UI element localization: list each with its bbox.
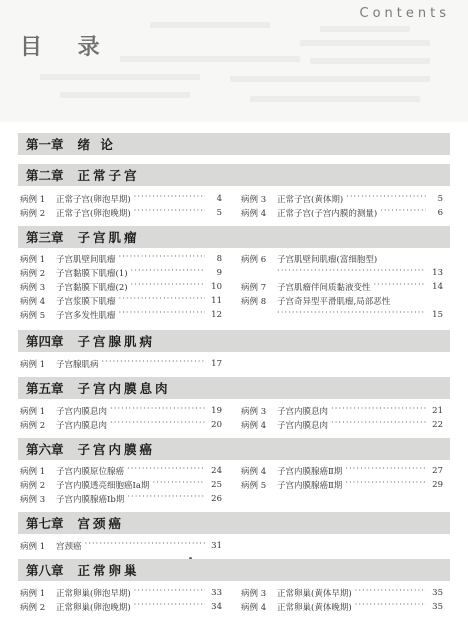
toc-entry[interactable] (20, 479, 222, 491)
ghost-line (320, 26, 410, 32)
page-number: 4 (216, 194, 222, 204)
entry-title: 正常子宫(黄体期) (277, 195, 344, 205)
page-number: 5 (437, 194, 443, 204)
entry-title: 子宫内膜息肉 (277, 407, 329, 417)
case-number: 病例 3 (241, 589, 267, 599)
dot-leader (374, 281, 426, 293)
case-number: 病例 6 (241, 255, 267, 265)
chapter-3-header[interactable] (18, 226, 450, 248)
chapter-label: 第六章 (26, 442, 64, 457)
dot-leader (345, 479, 426, 491)
toc-entry[interactable] (241, 295, 443, 307)
entry-title: 子宫多发性肌瘤 (56, 311, 116, 321)
case-number: 病例 2 (20, 209, 46, 219)
entry-title: 子宫内膜原位腺癌 (56, 467, 125, 477)
page-number: 33 (211, 588, 222, 598)
ghost-line (40, 74, 200, 80)
case-number: 病例 1 (20, 542, 46, 552)
page-number: 35 (432, 588, 443, 598)
chapter-title: 正常卵巢 (77, 563, 140, 578)
toc-entry[interactable] (241, 479, 443, 491)
chapter-title: 子宫内膜癌 (77, 442, 156, 457)
page-number: 9 (216, 268, 222, 278)
toc-entry[interactable] (241, 465, 443, 477)
chapter-label: 第五章 (26, 381, 64, 396)
toc-entry[interactable] (20, 493, 222, 505)
entry-title: 子宫内膜腺癌Ⅱ期 (277, 481, 343, 491)
dot-leader (127, 465, 205, 477)
entry-title: 子宫腺肌病 (56, 360, 99, 370)
chapter-title: 宫颈癌 (77, 516, 125, 531)
toc-entry[interactable] (20, 207, 222, 219)
dot-leader (134, 193, 205, 205)
dot-leader (380, 207, 426, 219)
page-number: 24 (211, 466, 222, 476)
case-number: 病例 1 (20, 255, 46, 265)
page-number: 5 (216, 208, 222, 218)
chapter-6-header[interactable] (18, 438, 450, 460)
chapter-label: 第七章 (26, 516, 64, 531)
entry-title: 子宫黏膜下肌瘤(1) (56, 269, 128, 279)
case-number: 病例 3 (241, 407, 267, 417)
toc-entry[interactable] (20, 587, 222, 599)
toc-entry[interactable] (241, 281, 443, 293)
toc-entry[interactable] (20, 465, 222, 477)
toc-entry[interactable] (20, 419, 222, 431)
page-number: 8 (216, 254, 222, 264)
dot-leader (131, 267, 205, 279)
chapter-title: 子宫腺肌病 (77, 334, 156, 349)
chapter-title: 正常子宫 (77, 168, 140, 183)
toc-entry[interactable] (20, 405, 222, 417)
chapter-1-header[interactable] (18, 133, 450, 155)
case-number: 病例 2 (20, 269, 46, 279)
case-number: 病例 4 (20, 297, 46, 307)
dot-leader (355, 601, 426, 613)
toc-entry[interactable] (20, 309, 222, 321)
entry-title: 正常卵巢(卵泡早期) (56, 589, 131, 599)
toc-entry-continuation[interactable] (277, 309, 443, 321)
chapter-label: 第二章 (26, 168, 64, 183)
entry-title: 正常卵巢(卵泡晚期) (56, 603, 131, 613)
page-number: 20 (211, 420, 222, 430)
chapter-title: 绪 论 (77, 137, 116, 152)
case-number: 病例 4 (241, 467, 267, 477)
case-number: 病例 8 (241, 297, 267, 307)
entry-title: 子宫浆膜下肌瘤 (56, 297, 116, 307)
dot-leader (331, 405, 426, 417)
dot-leader (110, 419, 205, 431)
chapter-label: 第一章 (26, 137, 64, 152)
page-number: 34 (211, 602, 222, 612)
page-number: 13 (432, 268, 443, 278)
toc-entry[interactable] (20, 601, 222, 613)
case-number: 病例 1 (20, 467, 46, 477)
case-number: 病例 5 (20, 311, 46, 321)
entry-title: 子宫内膜息肉 (277, 421, 329, 431)
page-number: 22 (432, 420, 443, 430)
entry-title: 子宫内膜腺癌Ⅱ期 (277, 467, 343, 477)
dot-leader (85, 540, 205, 552)
dot-leader (119, 309, 205, 321)
toc-entry[interactable] (20, 540, 222, 552)
case-number: 病例 5 (241, 481, 267, 491)
toc-entry[interactable] (241, 207, 443, 219)
dot-leader (346, 193, 426, 205)
toc-entry[interactable] (20, 267, 222, 279)
case-number: 病例 3 (241, 195, 267, 205)
chapter-5-header[interactable] (18, 377, 450, 399)
entry-title: 正常子宫(卵泡晚期) (56, 209, 131, 219)
case-number: 病例 1 (20, 407, 46, 417)
entry-title: 子宫奇异型平滑肌瘤,局部恶性 (277, 297, 391, 307)
chapter-label: 第三章 (26, 230, 64, 245)
toc-entry[interactable] (241, 253, 443, 265)
chapter-2-header[interactable] (18, 164, 450, 186)
case-number: 病例 1 (20, 195, 46, 205)
chapter-8-header[interactable] (18, 559, 450, 581)
toc-entry[interactable] (241, 419, 443, 431)
page-number: 14 (432, 282, 443, 292)
contents-heading: Contents (359, 6, 450, 21)
dot-leader (331, 419, 426, 431)
case-number: 病例 3 (20, 495, 46, 505)
page-number: 26 (211, 494, 222, 504)
dot-leader (355, 587, 426, 599)
page-number: 12 (211, 310, 222, 320)
toc-entry[interactable] (20, 193, 222, 205)
toc-entry[interactable] (20, 253, 222, 265)
entry-title: 子宫肌壁间肌瘤 (56, 255, 116, 265)
page-number: 21 (432, 406, 443, 416)
dot-leader (134, 587, 205, 599)
case-number: 病例 4 (241, 209, 267, 219)
page-number: 35 (432, 602, 443, 612)
chapter-7-header[interactable] (18, 512, 450, 534)
toc-entry[interactable] (241, 587, 443, 599)
case-number: 病例 7 (241, 283, 267, 293)
chapter-title: 子宫内膜息肉 (77, 381, 171, 396)
entry-title: 子宫黏膜下肌瘤(2) (56, 283, 128, 293)
case-number: 病例 2 (20, 481, 46, 491)
case-number: 病例 2 (20, 421, 46, 431)
chapter-title: 子宫肌瘤 (77, 230, 140, 245)
page-number: 25 (211, 480, 222, 490)
ghost-line (60, 92, 190, 98)
page-number: 11 (211, 296, 222, 306)
dot-leader (119, 253, 205, 265)
toc-entry-continuation[interactable] (277, 267, 443, 279)
page-number: 27 (432, 466, 443, 476)
ghost-line (150, 22, 270, 28)
page-title: 目 录 (20, 35, 114, 60)
page-number: 17 (211, 359, 222, 369)
entry-title: 子宫内膜腺癌Ⅰb期 (56, 495, 125, 505)
page-number: 6 (437, 208, 443, 218)
ghost-line (300, 40, 430, 46)
entry-title: 子宫肌壁间肌瘤(富细胞型) (277, 255, 378, 265)
dot-leader (110, 405, 205, 417)
dot-leader (152, 479, 205, 491)
dot-leader (127, 493, 205, 505)
toc-entry[interactable] (241, 405, 443, 417)
entry-title: 子宫内膜息肉 (56, 407, 108, 417)
ghost-line (120, 56, 300, 62)
ghost-line (310, 58, 430, 64)
entry-title: 宫颈癌 (56, 542, 82, 552)
dot-leader (131, 281, 205, 293)
page-number: 19 (211, 406, 222, 416)
page-number: 31 (211, 541, 222, 551)
ghost-line (230, 76, 430, 82)
toc-entry[interactable] (20, 295, 222, 307)
dot-leader (134, 207, 205, 219)
entry-title: 子宫内膜息肉 (56, 421, 108, 431)
case-number: 病例 4 (241, 603, 267, 613)
case-number: 病例 1 (20, 589, 46, 599)
page-number: 15 (432, 310, 443, 320)
case-number: 病例 2 (20, 603, 46, 613)
entry-title: 正常卵巢(黄体早期) (277, 589, 352, 599)
entry-title: 正常子宫(卵泡早期) (56, 195, 131, 205)
ghost-line (250, 96, 420, 102)
dot-leader (345, 465, 426, 477)
chapter-label: 第四章 (26, 334, 64, 349)
dot-leader (119, 295, 205, 307)
case-number: 病例 1 (20, 360, 46, 370)
chapter-4-header[interactable] (18, 330, 450, 352)
page-number: 29 (432, 480, 443, 490)
toc-entry[interactable] (20, 281, 222, 293)
entry-title: 正常卵巢(黄体晚期) (277, 603, 352, 613)
chapter-label: 第八章 (26, 563, 64, 578)
dot-leader (277, 309, 426, 321)
entry-title: 子宫肌瘤伴间质黏液变性 (277, 283, 371, 293)
case-number: 病例 3 (20, 283, 46, 293)
dot-leader (102, 358, 205, 370)
toc-entry[interactable] (241, 193, 443, 205)
entry-title: 子宫内膜透亮细胞癌Ⅰa期 (56, 481, 150, 491)
page-number: 10 (211, 282, 222, 292)
toc-entry[interactable] (241, 601, 443, 613)
case-number: 病例 4 (241, 421, 267, 431)
entry-title: 正常子宫(子宫内膜的测量) (277, 209, 378, 219)
toc-entry[interactable] (20, 358, 222, 370)
dot-leader (277, 267, 426, 279)
dot-leader (134, 601, 205, 613)
